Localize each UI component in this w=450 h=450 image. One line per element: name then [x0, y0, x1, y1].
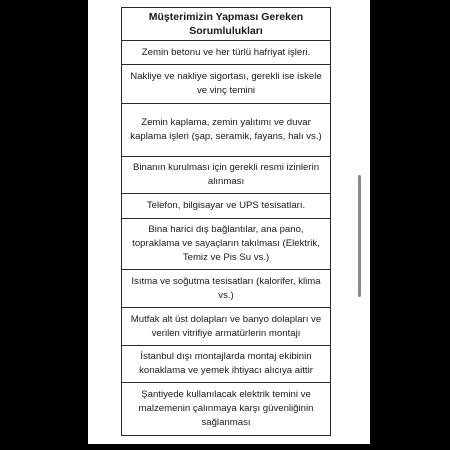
- table-row: [122, 104, 331, 157]
- table-cell: Nakliye ve nakliye sigortası, gerekli ise iskele ve vinç temini: [122, 65, 331, 104]
- table-row: [122, 308, 331, 346]
- table-row: [122, 219, 331, 270]
- table-row: [122, 65, 331, 104]
- table-cell: Zemin kaplama, zemin yalıtımı ve duvar kaplama işleri (şap, seramik, fayans, halı vs.): [122, 104, 331, 157]
- table-row: [122, 346, 331, 383]
- table-cell: Isıtma ve soğutma tesisatları (kalorifer, klima vs.): [122, 270, 331, 308]
- table-cell: Zemin betonu ve her türlü hafriyat işleri.: [122, 41, 331, 65]
- responsibilities-table: [121, 7, 331, 436]
- table-cell: Telefon, bilgisayar ve UPS tesisatları.: [122, 194, 331, 219]
- table-header-row: [122, 8, 331, 41]
- table-row: [122, 41, 331, 65]
- table-cell: Mutfak alt üst dolapları ve banyo dolapları ve verilen vitrifiye armatürlerin montajı: [122, 308, 331, 346]
- table-cell: Bina harici dış bağlantılar, ana pano, topraklama ve sayaçların takılması (Elektrik, Temiz ve Pis Su vs.): [122, 219, 331, 270]
- table-row: [122, 270, 331, 308]
- table-row: [122, 194, 331, 219]
- table-row: [122, 157, 331, 194]
- table-row: [122, 383, 331, 436]
- vertical-scrollbar[interactable]: [358, 175, 361, 297]
- table-header: Müşterimizin Yapması Gereken Sorumlulukları: [122, 8, 331, 41]
- table-cell: Şantiyede kullanılacak elektrik temini ve malzemenin çalınmaya karşı güvenliğinin sağlanması: [122, 383, 331, 436]
- table-cell: İstanbul dışı montajlarda montaj ekibinin konaklama ve yemek ihtiyacı alıcıya aittir: [122, 346, 331, 383]
- table-cell: Binanın kurulması için gerekli resmi izinlerin alınması: [122, 157, 331, 194]
